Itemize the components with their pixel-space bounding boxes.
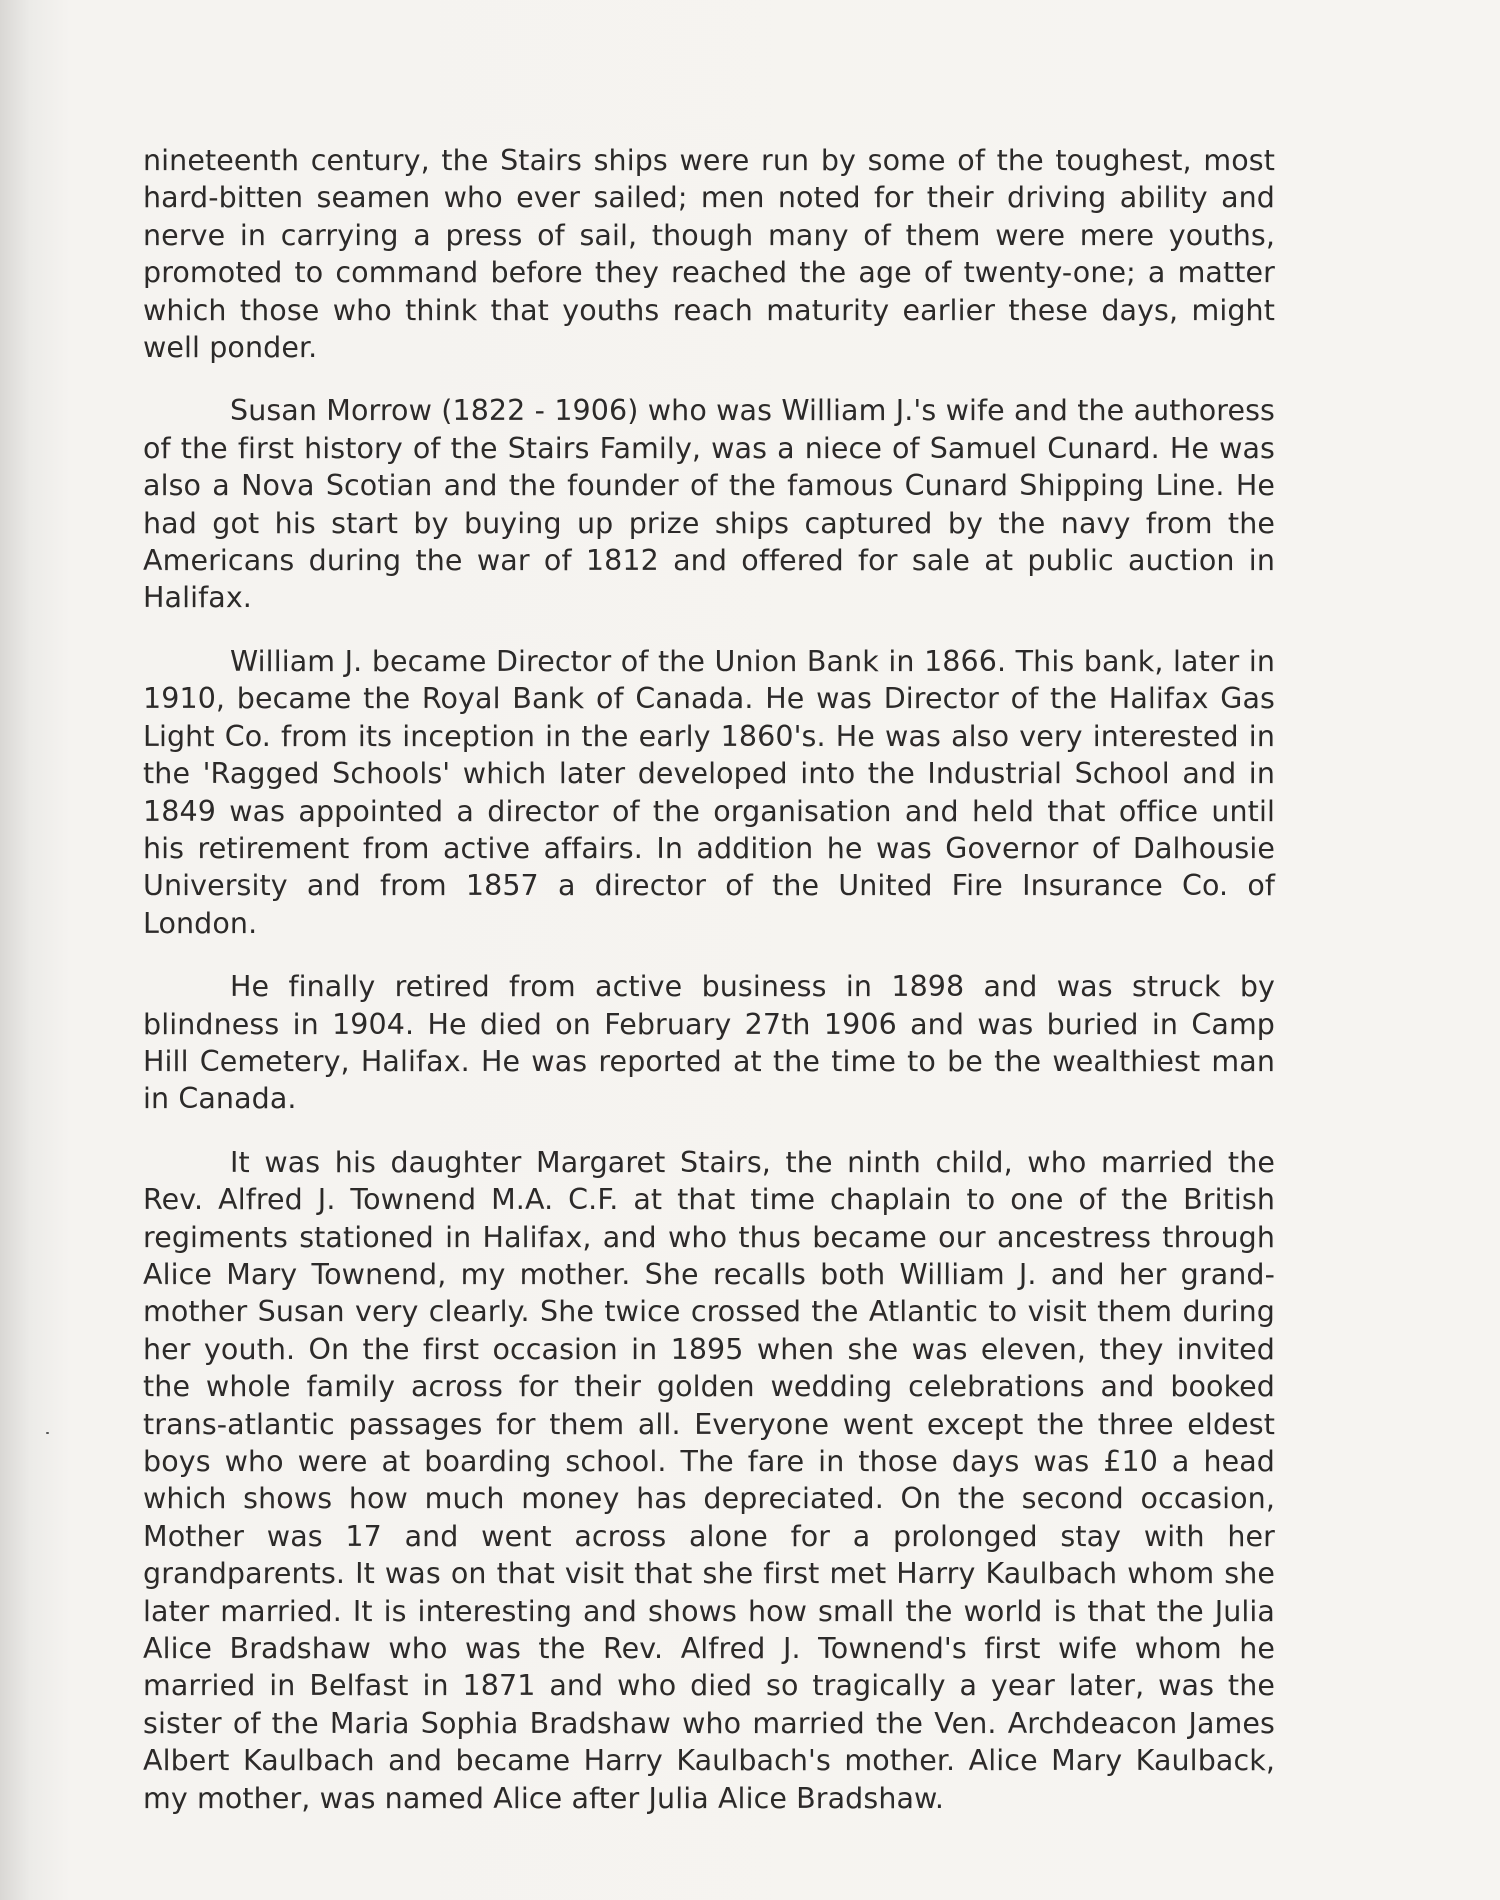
- scan-speck: [46, 1432, 49, 1434]
- paragraph-1-continuation: nineteenth century, the Stairs ships were run by some of the toughest, most hard-bitten seamen who ever sailed; men noted for their driving ability and nerve in carrying a press of sail, though many of them were mere youths, promoted to command before they reached the age of twenty-one; a matter which those who think that youths reach maturity earlier these days, might well ponder.: [143, 144, 1275, 365]
- body-text: [143, 142, 1275, 1843]
- paragraph-3-union-bank: William J. became Director of the Union Bank in 1866. This bank, later in 1910, became the Royal Bank of Canada. He was Director of the Halifax Gas Light Co. from its inception in the early 1860's. He was also very interested in the 'Ragged Schools' which later developed into the Industrial School and in 1849 was appointed a director of the organisation and held that office until his retirement from active affairs. In addition he was Governor of Dalhousie University and from 1857 a director of the United Fire Insurance Co. of London.: [143, 644, 1275, 940]
- paragraph-5-margaret-stairs: It was his daughter Margaret Stairs, the ninth child, who married the Rev. Alfred J. Townend M.A. C.F. at that time chaplain to one of the British regiments stationed in Halifax, and who thus became our ancestress through Alice Mary Townend, my mother. She recalls both William J. and her grand-mother Susan very clearly. She twice crossed the Atlantic to visit them during her youth. On the first occasion in 1895 when she was eleven, they invited the whole family across for their golden wedding celebrations and booked trans-atlantic passages for them all. Everyone went except the three eldest boys who were at boarding school. The fare in those days was £10 a head which shows how much money has depreciated. On the second occasion, Mother was 17 and went across alone for a prolonged stay with her grandparents. It was on that visit that she first met Harry Kaulbach whom she later married. It is interesting and shows how small the world is that the Julia Alice Bradshaw who was the Rev. Alfred J. Townend's first wife whom he married in Belfast in 1871 and who died so tragically a year later, was the sister of the Maria Sophia Bradshaw who married the Ven. Archdeacon James Albert Kaulbach and became Harry Kaulbach's mother. Alice Mary Kaulback, my mother, was named Alice after Julia Alice Bradshaw.: [143, 1145, 1275, 1815]
- paragraph-2-susan-morrow: Susan Morrow (1822 - 1906) who was William J.'s wife and the authoress of the first history of the Stairs Family, was a niece of Samuel Cunard. He was also a Nova Scotian and the founder of the famous Cunard Shipping Line. He had got his start by buying up prize ships captured by the navy from the Americans during the war of 1812 and offered for sale at public auction in Halifax.: [143, 394, 1275, 615]
- paragraph-4-retirement: He finally retired from active business in 1898 and was struck by blindness in 1904. He died on February 27th 1906 and was buried in Camp Hill Cemetery, Halifax. He was reported at the time to be the wealthiest man in Canada.: [143, 970, 1275, 1116]
